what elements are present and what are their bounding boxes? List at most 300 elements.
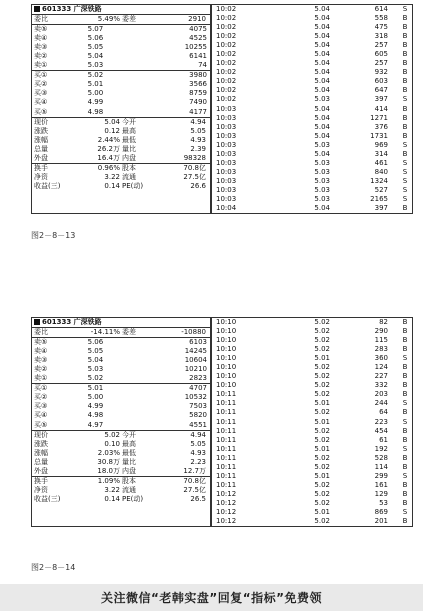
stat-value: 26.5: [190, 494, 206, 503]
stat-row: [32, 458, 210, 467]
stock-name: 601333 广深铁路: [42, 5, 102, 13]
tick-time: 10:12: [216, 517, 237, 526]
tick-side: S: [402, 158, 408, 167]
stat-label: 净资: [34, 485, 48, 494]
tick-time: 10:02: [216, 68, 237, 77]
level-volume: 4075: [189, 25, 207, 34]
tick-volume: 461: [374, 158, 388, 167]
tick-side: S: [402, 167, 408, 176]
tick-price: 5.02: [314, 345, 330, 354]
tick-time: 10:03: [216, 185, 237, 194]
level-volume: 5820: [189, 411, 207, 420]
tick-time: 10:11: [216, 480, 237, 489]
tick-time: 10:02: [216, 86, 237, 95]
tick-row: [212, 132, 416, 141]
tick-price: 5.01: [314, 444, 330, 453]
tick-volume: 192: [374, 444, 388, 453]
tick-side: S: [402, 140, 408, 149]
tick-volume: 124: [374, 363, 388, 372]
stat-value: 5.02: [104, 430, 120, 439]
diff-value: 2910: [188, 15, 206, 24]
level-label: 买⑤: [34, 420, 48, 429]
tick-side: B: [402, 41, 408, 50]
stat-value: 26.6: [190, 181, 206, 190]
level-price: 5.00: [87, 393, 104, 402]
stat-value: 27.5亿: [183, 172, 206, 181]
level-volume: 10532: [184, 393, 207, 402]
tick-row: [212, 23, 416, 32]
stat-row: [32, 154, 210, 163]
tick-time: 10:11: [216, 453, 237, 462]
tick-volume: 129: [374, 489, 388, 498]
stat-label: 今开: [122, 117, 136, 126]
tick-time: 10:03: [216, 104, 237, 113]
stat-label: 内盘: [122, 466, 136, 475]
ask-row: [32, 347, 210, 356]
tick-price: 5.04: [314, 5, 330, 13]
tick-volume: 840: [374, 167, 388, 176]
stat-label: 内盘: [122, 153, 136, 162]
tick-price: 5.02: [314, 435, 330, 444]
tick-row: [212, 517, 416, 526]
tick-time: 10:11: [216, 426, 237, 435]
stat-value: 0.96%: [97, 163, 120, 172]
stat-value: 30.8万: [97, 457, 120, 466]
stat-label: 外盘: [34, 153, 48, 162]
level-label: 卖④: [34, 347, 48, 356]
tick-volume: 115: [374, 336, 388, 345]
bid-row: [32, 80, 210, 89]
stat-value: 2.23: [190, 457, 206, 466]
stat-value: 0.10: [104, 439, 120, 448]
order-ratio-row: [32, 327, 210, 337]
tick-side: S: [402, 176, 408, 185]
level-volume: 3566: [189, 80, 207, 89]
tick-volume: 603: [374, 77, 388, 86]
level-price: 5.02: [87, 71, 104, 80]
stat-row: [32, 467, 210, 476]
tick-volume: 1271: [370, 113, 388, 122]
tick-time: 10:03: [216, 167, 237, 176]
tick-time: 10:03: [216, 149, 237, 158]
tick-side: B: [402, 59, 408, 68]
tick-side: B: [402, 77, 408, 86]
tick-volume: 475: [374, 23, 388, 32]
stat-label: 流通: [122, 485, 136, 494]
tick-price: 5.04: [314, 23, 330, 32]
ask-row: [32, 61, 210, 70]
ratio-value: -14.11%: [90, 328, 120, 337]
tick-price: 5.03: [314, 95, 330, 104]
stat-label: 股本: [122, 476, 136, 485]
tick-volume: 114: [374, 462, 388, 471]
stat-label: 现价: [34, 117, 48, 126]
stat-label: 最低: [122, 448, 136, 457]
stat-value: 70.8亿: [183, 163, 206, 172]
tick-side: B: [402, 336, 408, 345]
tick-row: [212, 105, 416, 114]
level-label: 卖⑤: [34, 25, 48, 34]
stat-value: 0.12: [104, 126, 120, 135]
tick-price: 5.03: [314, 194, 330, 203]
tick-volume: 299: [374, 471, 388, 480]
stat-value: 4.93: [190, 448, 206, 457]
tick-row: [212, 95, 416, 104]
tick-price: 5.03: [314, 185, 330, 194]
tick-time: 10:11: [216, 417, 237, 426]
tick-volume: 53: [379, 498, 388, 507]
level-volume: 4177: [189, 107, 207, 116]
stat-value: 2.39: [190, 144, 206, 153]
stat-label: 最高: [122, 126, 136, 135]
stat-value: 26.2万: [97, 144, 120, 153]
level-label: 卖③: [34, 356, 48, 365]
level-volume: 4551: [189, 420, 207, 429]
tick-time: 10:02: [216, 95, 237, 104]
tick-price: 5.02: [314, 390, 330, 399]
level-price: 4.97: [87, 420, 104, 429]
stat-label: 股本: [122, 163, 136, 172]
stat-label: PE(动): [122, 181, 144, 190]
tick-time: 10:10: [216, 372, 237, 381]
tick-volume: 969: [374, 140, 388, 149]
stat-value: 27.5亿: [183, 485, 206, 494]
bid-row: [32, 421, 210, 430]
stat-label: 量比: [122, 144, 136, 153]
level-price: 5.01: [87, 384, 104, 393]
tick-price: 5.04: [314, 113, 330, 122]
tick-row: [212, 123, 416, 132]
stat-row: [32, 173, 210, 182]
stat-row: [32, 127, 210, 136]
level-price: 5.02: [87, 374, 104, 383]
tick-row: [212, 14, 416, 23]
ask-row: [32, 356, 210, 365]
footer-banner: 关注微信“老韩实盘”回复“指标”免费领: [0, 584, 423, 611]
stat-value: 4.94: [190, 430, 206, 439]
tick-side: B: [402, 113, 408, 122]
tick-side: B: [402, 408, 408, 417]
tick-price: 5.04: [314, 68, 330, 77]
tick-time: 10:04: [216, 204, 237, 213]
tick-volume: 360: [374, 354, 388, 363]
tick-time: 10:10: [216, 318, 237, 326]
stat-label: 今开: [122, 430, 136, 439]
tick-row: [212, 345, 416, 354]
tick-time: 10:02: [216, 77, 237, 86]
tick-side: S: [402, 185, 408, 194]
level-price: 5.06: [87, 34, 104, 43]
stock-title: [32, 318, 210, 327]
tick-time: 10:03: [216, 158, 237, 167]
diff-label: 委差: [122, 15, 136, 24]
tick-price: 5.04: [314, 41, 330, 50]
level-volume: 74: [198, 61, 207, 70]
stat-value: 0.14: [104, 181, 120, 190]
stat-label: PE(动): [122, 494, 144, 503]
tick-row: [212, 408, 416, 417]
level-label: 卖⑤: [34, 338, 48, 347]
stat-label: 净资: [34, 172, 48, 181]
tick-side: B: [402, 131, 408, 140]
stat-value: 3.22: [104, 485, 120, 494]
tick-volume: 1731: [370, 131, 388, 140]
tick-volume: 1324: [370, 176, 388, 185]
tick-side: S: [402, 444, 408, 453]
stat-value: 12.7万: [183, 466, 206, 475]
tick-price: 5.02: [314, 517, 330, 526]
stat-label: 涨幅: [34, 448, 48, 457]
tick-row: [212, 327, 416, 336]
tick-row: [212, 336, 416, 345]
stat-label: 流通: [122, 172, 136, 181]
stat-label: 换手: [34, 163, 48, 172]
tick-time: 10:02: [216, 59, 237, 68]
tick-row: [212, 472, 416, 481]
tick-volume: 82: [379, 318, 388, 326]
tick-row: [212, 436, 416, 445]
level-price: 5.06: [87, 338, 104, 347]
tick-volume: 397: [374, 204, 388, 213]
tick-side: S: [402, 471, 408, 480]
figure-caption: 图2－8－13: [31, 231, 76, 240]
tick-row: [212, 86, 416, 95]
stat-label: 涨跌: [34, 439, 48, 448]
stat-label: 收益(三): [34, 494, 61, 503]
level-volume: 2823: [189, 374, 207, 383]
stock-square-icon: [34, 319, 40, 325]
stock-title: [32, 5, 210, 14]
stat-row: [32, 136, 210, 145]
ask-row: [32, 337, 210, 347]
tick-time: 10:10: [216, 327, 237, 336]
tick-time: 10:02: [216, 14, 237, 23]
stock-square-icon: [34, 6, 40, 12]
level-price: 5.04: [87, 356, 104, 365]
ask-row: [32, 34, 210, 43]
tick-volume: 227: [374, 372, 388, 381]
tick-time: 10:11: [216, 444, 237, 453]
tick-side: S: [402, 354, 408, 363]
tick-row: [212, 454, 416, 463]
tick-row: [212, 204, 416, 213]
level-volume: 6141: [189, 52, 207, 61]
bid-row: [32, 393, 210, 402]
tick-time: 10:03: [216, 176, 237, 185]
tick-row: [212, 499, 416, 508]
level-price: 5.01: [87, 80, 104, 89]
tick-time: 10:11: [216, 471, 237, 480]
tick-row: [212, 418, 416, 427]
tick-row: [212, 114, 416, 123]
tick-time: 10:11: [216, 399, 237, 408]
tick-time: 10:02: [216, 32, 237, 41]
level-volume: 7490: [189, 98, 207, 107]
level-volume: 7503: [189, 402, 207, 411]
level-label: 买①: [34, 71, 48, 80]
stat-value: 2.44%: [97, 135, 120, 144]
tick-row: [212, 68, 416, 77]
level-price: 5.07: [87, 25, 104, 34]
tick-price: 5.04: [314, 104, 330, 113]
stat-value: 2.03%: [97, 448, 120, 457]
level-price: 5.00: [87, 89, 104, 98]
tick-price: 5.02: [314, 462, 330, 471]
ask-row: [32, 43, 210, 52]
level-label: 买③: [34, 89, 48, 98]
level-volume: 10255: [184, 43, 207, 52]
order-book: [32, 318, 212, 526]
tick-side: B: [402, 363, 408, 372]
tick-time: 10:11: [216, 435, 237, 444]
tick-price: 5.02: [314, 327, 330, 336]
bid-row: [32, 98, 210, 107]
tick-volume: 61: [379, 435, 388, 444]
tick-row: [212, 159, 416, 168]
bid-row: [32, 383, 210, 393]
stock-name: 601333 广深铁路: [42, 318, 102, 326]
tick-volume: 203: [374, 390, 388, 399]
tick-volume: 558: [374, 14, 388, 23]
tick-price: 5.04: [314, 14, 330, 23]
tick-price: 5.02: [314, 363, 330, 372]
tick-side: B: [402, 480, 408, 489]
stat-value: 5.05: [190, 439, 206, 448]
tick-volume: 454: [374, 426, 388, 435]
stat-value: 1.09%: [97, 476, 120, 485]
tick-row: [212, 150, 416, 159]
level-label: 买③: [34, 402, 48, 411]
ratio-value: 5.49%: [97, 15, 120, 24]
stat-row: [32, 476, 210, 486]
tick-price: 5.04: [314, 59, 330, 68]
stat-value: 70.8亿: [183, 476, 206, 485]
tick-volume: 614: [374, 5, 388, 13]
tick-side: B: [402, 498, 408, 507]
level-price: 5.05: [87, 347, 104, 356]
tick-side: S: [402, 194, 408, 203]
tick-row: [212, 363, 416, 372]
tick-row: [212, 77, 416, 86]
stat-row: [32, 145, 210, 154]
tick-side: B: [402, 23, 408, 32]
bid-row: [32, 411, 210, 420]
level-label: 买④: [34, 98, 48, 107]
ask-row: [32, 52, 210, 61]
tick-row: [212, 41, 416, 50]
level-label: 卖②: [34, 52, 48, 61]
tick-volume: 64: [379, 408, 388, 417]
tick-price: 5.04: [314, 122, 330, 131]
tick-price: 5.04: [314, 149, 330, 158]
tick-row: [212, 381, 416, 390]
tick-price: 5.02: [314, 372, 330, 381]
tick-price: 5.01: [314, 417, 330, 426]
tick-volume: 2165: [370, 194, 388, 203]
level-label: 卖①: [34, 61, 48, 70]
stat-label: 收益(三): [34, 181, 61, 190]
tick-volume: 257: [374, 59, 388, 68]
ask-row: [32, 365, 210, 374]
stat-label: 涨幅: [34, 135, 48, 144]
stat-label: 外盘: [34, 466, 48, 475]
level-volume: 10604: [184, 356, 207, 365]
level-volume: 6103: [189, 338, 207, 347]
tick-volume: 647: [374, 86, 388, 95]
stat-value: 3.22: [104, 172, 120, 181]
stat-value: 0.14: [104, 494, 120, 503]
stat-label: 总量: [34, 144, 48, 153]
level-price: 4.99: [87, 402, 104, 411]
order-ratio-row: [32, 14, 210, 24]
stat-value: 5.04: [104, 117, 120, 126]
tick-time: 10:12: [216, 489, 237, 498]
level-volume: 8759: [189, 89, 207, 98]
tick-price: 5.02: [314, 318, 330, 326]
tick-row: [212, 463, 416, 472]
tick-volume: 397: [374, 95, 388, 104]
tick-volume: 376: [374, 122, 388, 131]
tick-row: [212, 186, 416, 195]
tick-row: [212, 59, 416, 68]
level-volume: 3980: [189, 71, 207, 80]
tick-price: 5.04: [314, 50, 330, 59]
tick-time: 10:10: [216, 336, 237, 345]
tick-row: [212, 399, 416, 408]
tick-price: 5.03: [314, 167, 330, 176]
tick-time: 10:02: [216, 5, 237, 13]
tick-side: B: [402, 381, 408, 390]
tick-side: S: [402, 5, 408, 13]
tick-row: [212, 508, 416, 517]
level-volume: 4707: [189, 384, 207, 393]
stat-value: 16.4万: [97, 153, 120, 162]
level-label: 卖③: [34, 43, 48, 52]
stat-row: [32, 449, 210, 458]
tick-volume: 223: [374, 417, 388, 426]
stat-row: [32, 163, 210, 173]
tick-side: B: [402, 86, 408, 95]
tick-price: 5.04: [314, 32, 330, 41]
level-label: 买②: [34, 80, 48, 89]
tick-time: 10:03: [216, 113, 237, 122]
tick-price: 5.01: [314, 399, 330, 408]
quote-panel: [31, 4, 413, 214]
tick-volume: 244: [374, 399, 388, 408]
tick-volume: 314: [374, 149, 388, 158]
tick-time: 10:03: [216, 122, 237, 131]
level-price: 5.04: [87, 52, 104, 61]
tick-side: B: [402, 426, 408, 435]
tick-side: B: [402, 462, 408, 471]
tick-side: B: [402, 14, 408, 23]
stat-label: 现价: [34, 430, 48, 439]
level-price: 5.03: [87, 365, 104, 374]
level-volume: 14245: [184, 347, 207, 356]
tick-side: S: [402, 507, 408, 516]
tick-side: S: [402, 417, 408, 426]
tick-volume: 528: [374, 453, 388, 462]
tick-time: 10:11: [216, 390, 237, 399]
tick-price: 5.02: [314, 408, 330, 417]
tick-time: 10:10: [216, 363, 237, 372]
tick-side: B: [402, 122, 408, 131]
ask-row: [32, 24, 210, 34]
level-price: 5.05: [87, 43, 104, 52]
tick-price: 5.02: [314, 381, 330, 390]
bid-row: [32, 70, 210, 80]
ratio-label: 委比: [34, 328, 48, 337]
